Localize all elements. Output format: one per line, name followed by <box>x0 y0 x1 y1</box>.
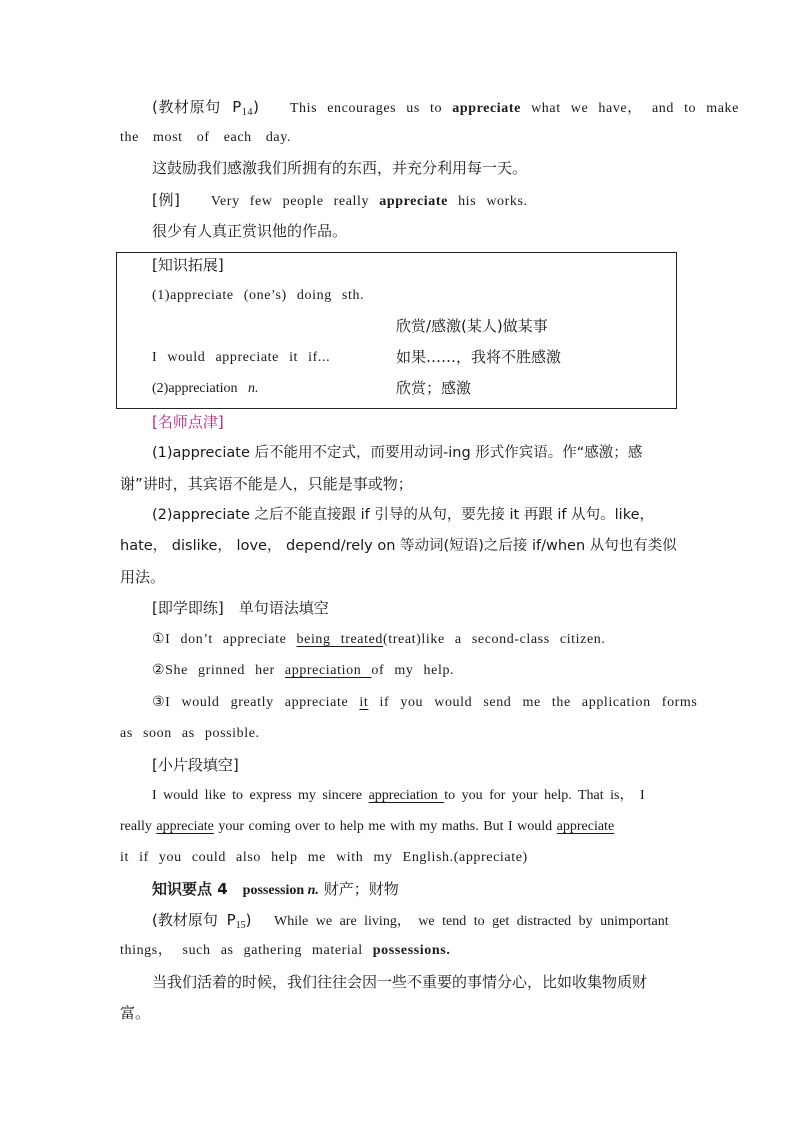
expansion-row-3-word: (2)appreciation <box>152 381 242 396</box>
expansion-row-2: I would appreciate it if... <box>152 350 331 365</box>
point4-sentence-cont: things， such as gathering material <box>120 943 373 958</box>
point4-translation-line-2: 富。 <box>120 1004 151 1022</box>
expansion-row-2-zh: 如果……，我将不胜感激 <box>396 348 562 366</box>
q1-answer: being treated <box>296 632 384 647</box>
point4-translation-line-1: 当我们活着的时候，我们往往会因一些不重要的事情分心，比如收集物质财 <box>152 973 648 991</box>
example-text: Very few people really <box>210 194 380 209</box>
source-label: (教材原句 P <box>152 911 236 929</box>
source-page-number: 14 <box>241 107 254 118</box>
passage-text: I would like to express my sincere <box>152 788 369 803</box>
example-keyword: appreciate <box>379 194 448 209</box>
q3-text: ③I would greatly appreciate <box>152 695 360 710</box>
sentence-text-cont: what we have， and to make <box>520 101 739 116</box>
q1-text: ①I don’t appreciate <box>152 632 297 647</box>
part-of-speech: n. <box>248 381 259 396</box>
point-part-of-speech: n. <box>304 883 319 898</box>
passage-line-1 <box>152 786 645 806</box>
q2-text-cont: of my help. <box>371 663 455 678</box>
tip-2-line-1: (2)appreciate 之后不能直接跟 if 引导的从句，要先接 it 再跟 if 从句。like， <box>152 507 654 523</box>
q2-text: ②She grinned her <box>152 663 285 678</box>
tip-1-line-1: (1)appreciate 后不能用不定式，而要用动词-ing 形式作宾语。作“感激；感 <box>152 445 643 461</box>
passage-answer-3: appreciate <box>556 819 615 834</box>
passage-title: [小片段填空] <box>152 756 239 774</box>
q3-text-cont: if you would send me the application forms <box>368 695 698 710</box>
expansion-row-3-zh: 欣赏；感激 <box>396 379 472 397</box>
passage-text-cont: to you for your help. That is， I <box>444 788 645 803</box>
knowledge-expansion-title: [知识拓展] <box>152 256 224 274</box>
keyword-bold: appreciate <box>452 101 521 116</box>
tip-2-line-2: hate， dislike， love， depend/rely on 等动词(短语)之后接 if/when 从句也有类似 <box>120 538 677 554</box>
point4-keyword: possessions. <box>372 943 451 958</box>
point4-source-line-1 <box>152 910 669 936</box>
tip-1-line-2: 谢”讲时，其宾语不能是人，只能是事或物； <box>120 475 413 493</box>
passage-line-2 <box>120 817 614 837</box>
expansion-row-1: (1)appreciate (one’s) doing sth. <box>152 288 365 303</box>
point-meaning: 财产；财物 <box>318 880 399 898</box>
point-keyword: possession <box>242 883 305 898</box>
practice-title: [即学即练] 单句语法填空 <box>152 599 329 617</box>
source-sentence-translation: 这鼓励我们感激我们所拥有的东西，并充分利用每一天。 <box>152 159 528 177</box>
source-close: ) <box>245 911 252 929</box>
tip-2-line-3: 用法。 <box>120 568 166 586</box>
source-sentence-line-1 <box>152 97 739 123</box>
passage-text-cont: your coming over to help me with my maths. But I would <box>213 819 557 834</box>
source-page-number: 15 <box>235 920 246 931</box>
example-translation: 很少有人真正赏识他的作品。 <box>152 222 348 240</box>
point4-source-line-2 <box>120 941 450 961</box>
example-text-cont: his works. <box>447 194 528 209</box>
point-label: 知识要点 4 <box>152 880 243 898</box>
knowledge-point-4-heading <box>152 879 399 901</box>
passage-line-3: it if you could also help me with my English.(appreciate) <box>120 850 528 865</box>
practice-q2 <box>152 661 454 681</box>
example-line <box>152 190 528 212</box>
passage-text: really <box>120 819 157 834</box>
expansion-row-1-zh: 欣赏/感激(某人)做某事 <box>396 317 548 335</box>
example-label: [例] <box>152 191 181 209</box>
point4-sentence: While we are living， we tend to get distracted by unimportant <box>274 914 669 929</box>
q1-text-cont: (treat)like a second-class citizen. <box>383 632 606 647</box>
practice-q3-line-2: as soon as possible. <box>120 726 260 741</box>
teacher-tips-title: [名师点津] <box>152 413 224 431</box>
source-label: (教材原句 P <box>152 98 242 116</box>
sentence-text: This encourages us to <box>289 101 453 116</box>
expansion-row-3 <box>152 379 259 399</box>
practice-q1 <box>152 630 606 650</box>
passage-answer-1: appreciation <box>368 788 445 803</box>
practice-q3 <box>152 693 697 713</box>
source-close: ) <box>253 98 260 116</box>
q3-answer: it <box>359 695 369 710</box>
q2-answer: appreciation <box>284 663 372 678</box>
source-sentence-line-2: the most of each day. <box>120 130 292 145</box>
passage-answer-2: appreciate <box>156 819 214 834</box>
